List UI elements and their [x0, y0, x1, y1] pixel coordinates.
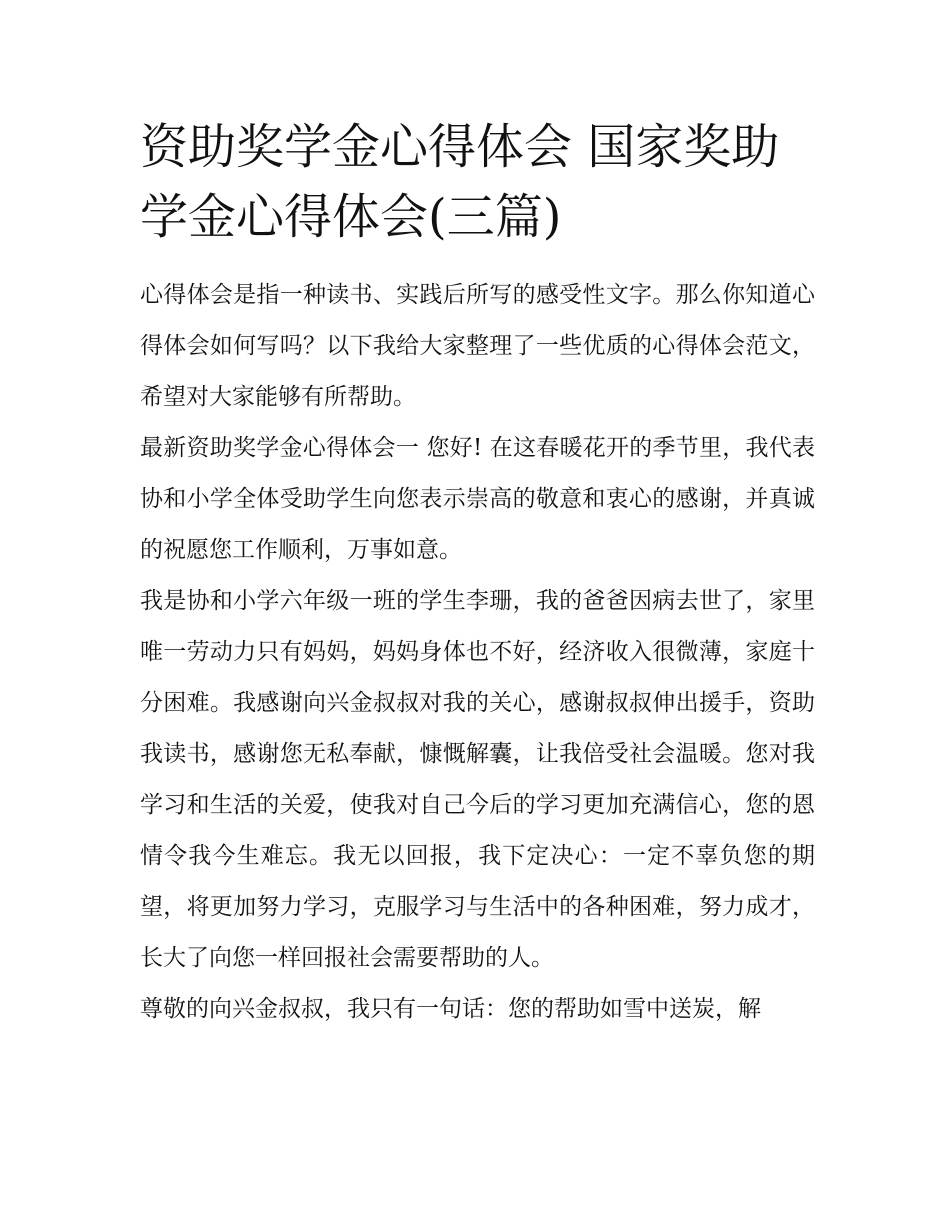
paragraph-greeting: 最新资助奖学金心得体会一 您好! 在这春暖花开的季节里，我代表协和小学全体受助学生向您表示崇高的敬意和衷心的感谢，并真诚的祝愿您工作顺利，万事如意。	[140, 435, 815, 563]
paragraph-story: 我是协和小学六年级一班的学生李珊，我的爸爸因病去世了，家里唯一劳动力只有妈妈，妈妈身体也不好，经济收入很微薄，家庭十分困难。我感谢向兴金叔叔对我的关心，感谢叔叔伸出援手，资助我读书，感谢您无私奉献，慷慨解囊，让我倍受社会温暖。您对我学习和生活的关爱，使我对自己今后的学习更加充满信心，您的恩情令我今生难忘。我无以回报，我下定决心：一定不辜负您的期望，将更加努力学习，克服学习与生活中的各种困难，努力成才，长大了向您一样回报社会需要帮助的人。	[140, 588, 815, 971]
document-title: 资助奖学金心得体会 国家奖助学金心得体会(三篇)	[140, 119, 780, 245]
paragraph-intro: 心得体会是指一种读书、实践后所写的感受性文字。那么你知道心得体会如何写吗？以下我给大家整理了一些优质的心得体会范文，希望对大家能够有所帮助。	[140, 282, 815, 410]
paragraph-closing: 尊敬的向兴金叔叔，我只有一句话：您的帮助如雪中送炭，解	[140, 996, 761, 1022]
document-body	[140, 270, 815, 1035]
document-page	[140, 112, 815, 1035]
